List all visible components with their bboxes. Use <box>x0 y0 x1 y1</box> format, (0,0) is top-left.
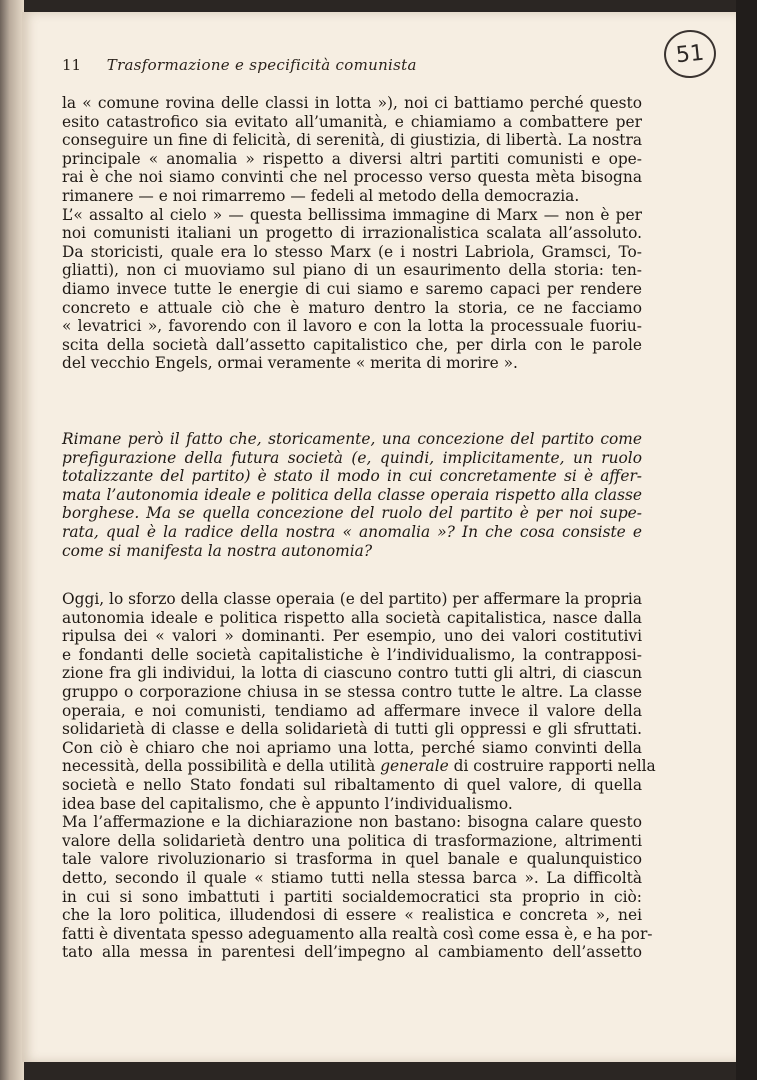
text-line: rimanere — e noi rimarremo — fedeli al metodo della democrazia. <box>62 186 580 205</box>
text-line: concreto e attuale ciò che è maturo dentro la storia, ce ne facciamo <box>62 298 642 317</box>
text-line: idea base del capitalismo, che è appunto l’individualismo. <box>62 794 513 813</box>
text-line: operaia, e noi comunisti, tendiamo ad affermare invece il valore della <box>62 701 642 720</box>
text-line: diamo invece tutte le energie di cui siamo e saremo capaci per rendere <box>62 279 642 298</box>
text-line: totalizzante del partito) è stato il modo in cui concretamente si è affer- <box>62 467 642 486</box>
text-line: detto, secondo il quale « stiamo tutti nella stessa barca ». La difficoltà <box>62 868 642 887</box>
text-line: società e nello Stato fondati sul ribaltamento di quel valore, di quella <box>62 775 642 794</box>
text-line: Rimane però il fatto che, storicamente, una concezione del partito come <box>62 430 642 448</box>
text-line: Oggi, lo sforzo della classe operaia (e del partito) per affermare la propria <box>62 590 643 608</box>
text-line: del vecchio Engels, ormai veramente « merita di morire ». <box>62 354 518 373</box>
text-line <box>62 757 656 776</box>
text-line: zione fra gli individui, la lotta di ciascuno contro tutti gli altri, di ciascun <box>62 664 642 683</box>
text-line: rata, qual è la radice della nostra « anomalia »? In che cosa consiste e <box>62 522 642 541</box>
text-line: valore della solidarietà dentro una politica di trasformazione, altrimenti <box>62 831 642 850</box>
running-header <box>62 56 662 74</box>
text-line: solidarietà di classe e della solidarietà di tutti gli oppressi e gli sfruttati. <box>62 720 642 739</box>
text-line: « levatrici », favorendo con il lavoro e con la lotta la processuale fuoriu- <box>62 317 642 336</box>
text-line: come si manifesta la nostra autonomia? <box>62 541 373 560</box>
text-line: fatti è diventata spesso adeguamento alla realtà così come essa è, e ha por- <box>62 924 653 943</box>
text-line: e fondanti delle società capitalistiche è l’individualismo, la contrapposi- <box>62 645 642 664</box>
text-line: che la loro politica, illudendosi di essere « realistica e concreta », nei <box>62 906 642 925</box>
text-line: prefigurazione della futura società (e, quindi, implicitamente, un ruolo <box>62 448 642 467</box>
running-title: Trasformazione e specificità comunista <box>106 56 417 74</box>
archive-stamp: 51 <box>662 27 719 80</box>
page-number: 11 <box>62 56 82 74</box>
text-line: ripulsa dei « valori » dominanti. Per esempio, uno dei valori costitutivi <box>62 627 642 646</box>
paragraph-2-italic <box>62 430 642 560</box>
text-line: rai è che noi siamo convinti che nel processo verso questa mèta bisogna <box>62 168 642 187</box>
scan-background-edge <box>736 0 757 1080</box>
text-line: noi comunisti italiani un progetto di irrazionalistica scalata all’assoluto. <box>62 224 642 243</box>
page-binding-edge <box>0 0 24 1080</box>
text-line: Ma l’affermazione e la dichiarazione non bastano: bisogna calare questo <box>62 813 642 832</box>
text-line: la « comune rovina delle classi in lotta »), noi ci battiamo perché questo <box>62 94 642 112</box>
text-line: principale « anomalia » rispetto a diversi altri partiti comunisti e ope- <box>62 149 642 168</box>
text-line: L’« assalto al cielo » — questa bellissima immagine di Marx — non è per <box>62 205 642 224</box>
paragraph-3 <box>62 590 656 962</box>
text-line: esito catastrofico sia evitato all’umanità, e chiamiamo a combattere per <box>62 112 642 131</box>
text-line: Con ciò è chiaro che noi apriamo una lotta, perché siamo convinti della <box>62 738 642 757</box>
text-line: mata l’autonomia ideale e politica della classe operaia rispetto alla classe <box>62 485 642 504</box>
text-line: autonomia ideale e politica rispetto alla società capitalistica, nasce dalla <box>62 608 642 627</box>
text-line: scita della società dall’assetto capitalistico che, per dirla con le parole <box>62 335 642 354</box>
text-line: in cui si sono imbattuti i partiti socialdemocratici sta proprio in ciò: <box>62 887 642 906</box>
text-line: conseguire un fine di felicità, di serenità, di giustizia, di libertà. La nostra <box>62 131 642 150</box>
text-line: tato alla messa in parentesi dell’impegno al cambiamento dell’assetto <box>62 943 642 962</box>
italic-word: generale <box>380 757 449 776</box>
text-line: gliatti), non ci muoviamo sul piano di un esaurimento della storia: ten- <box>62 261 642 280</box>
text-line: borghese. Ma se quella concezione del ruolo del partito è per noi supe- <box>62 504 642 523</box>
text-segment: necessità, della possibilità e della utilità <box>62 757 381 776</box>
text-line: Da storicisti, quale era lo stesso Marx (e i nostri Labriola, Gramsci, To- <box>62 242 642 261</box>
text-line: gruppo o corporazione chiusa in se stessa contro tutte le altre. La classe <box>62 682 642 701</box>
paragraph-1 <box>62 94 642 373</box>
text-line: tale valore rivoluzionario si trasforma in quel banale e qualunquistico <box>62 850 642 869</box>
text-segment: di costruire rapporti nella <box>448 757 656 776</box>
